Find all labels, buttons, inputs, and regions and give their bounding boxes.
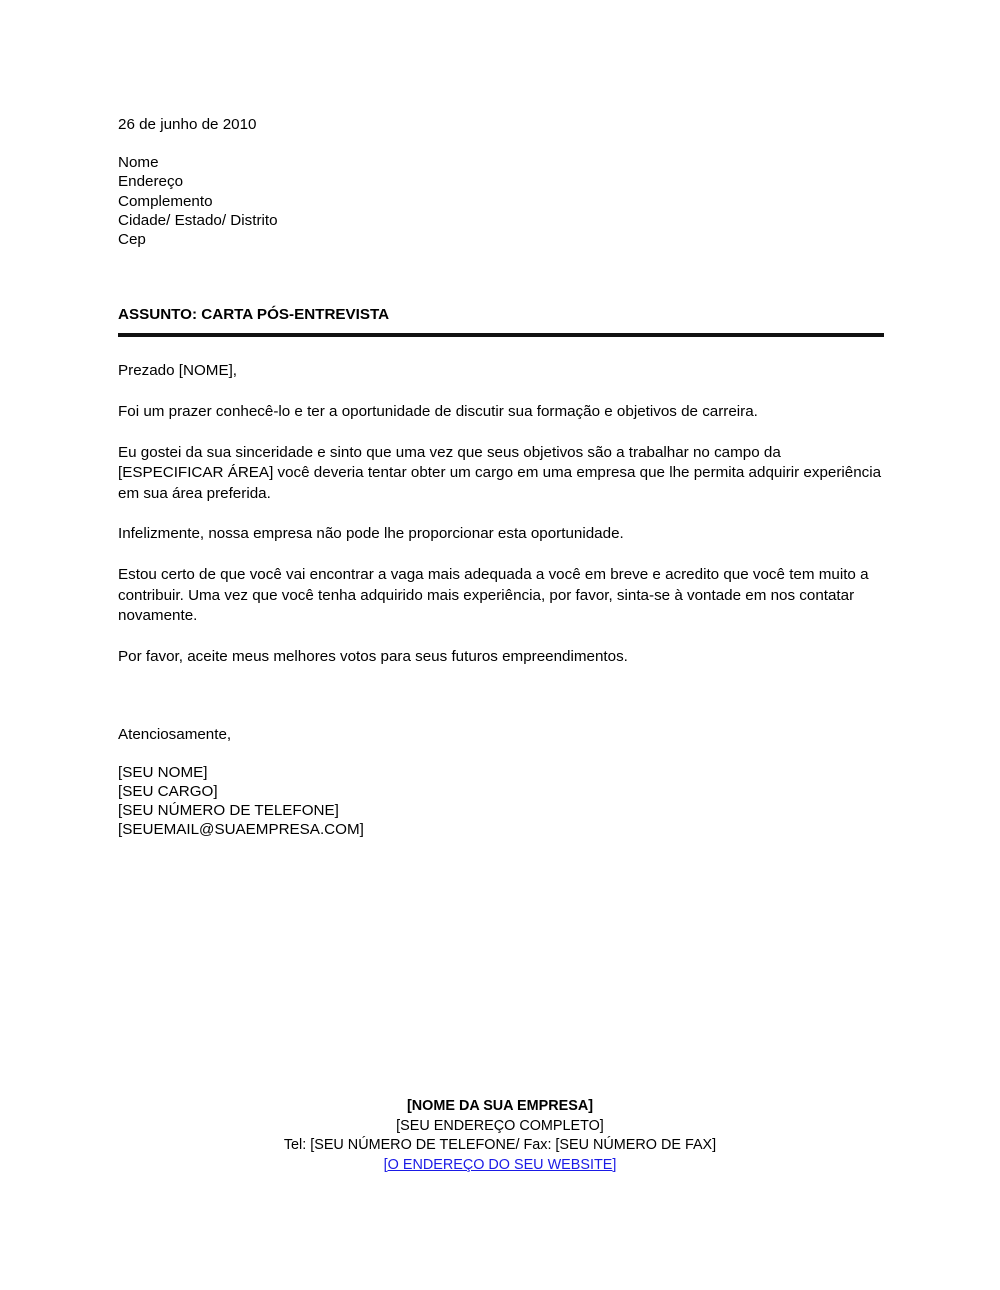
signature-phone: [SEU NÚMERO DE TELEFONE]	[118, 802, 339, 820]
body-paragraph-1: Foi um prazer conhecê-lo e ter a oportunidade de discutir sua formação e objetivos de carreira.	[118, 403, 758, 421]
closing-line: Atenciosamente,	[118, 726, 232, 744]
horizontal-rule	[118, 333, 884, 337]
body-paragraph-4: Estou certo de que você vai encontrar a vaga mais adequada a você em breve e acredito que você tem muito a contribuir. Uma vez que você tenha adquirido mais experiência, por favor, sinta-se à vontade em nos contatar novamente.	[118, 565, 869, 625]
signature-block	[118, 763, 884, 840]
recipient-line-address: Endereço	[118, 173, 184, 191]
recipient-line-city-state: Cidade/ Estado/ Distrito	[118, 211, 278, 229]
page-footer	[0, 1097, 1000, 1175]
signature-name: [SEU NOME]	[118, 763, 208, 781]
subject-line: ASSUNTO: CARTA PÓS-ENTREVISTA	[118, 306, 390, 324]
body-paragraph-3: Infelizmente, nossa empresa não pode lhe proporcionar esta oportunidade.	[118, 525, 624, 543]
recipient-line-name: Nome	[118, 154, 159, 172]
body-paragraph-2: Eu gostei da sua sinceridade e sinto que uma vez que seus objetivos são a trabalhar no campo da [ESPECIFICAR ÁREA] você deveria tentar obter um cargo em uma empresa que lhe permita adquirir experiência em sua área preferida.	[118, 443, 882, 502]
signature-title: [SEU CARGO]	[118, 782, 218, 800]
body-paragraph-5: Por favor, aceite meus melhores votos para seus futuros empreendimentos.	[118, 647, 628, 665]
recipient-line-postal-code: Cep	[118, 231, 146, 249]
signature-email: [SEUEMAIL@SUAEMPRESA.COM]	[118, 821, 364, 839]
footer-address: [SEU ENDEREÇO COMPLETO]	[396, 1117, 604, 1134]
footer-website-link[interactable]: [O ENDEREÇO DO SEU WEBSITE]	[383, 1156, 617, 1173]
date-block	[118, 115, 884, 134]
salutation: Prezado [NOME],	[118, 362, 238, 380]
letter-date: 26 de junho de 2010	[118, 116, 257, 133]
recipient-address-block	[118, 153, 884, 249]
footer-website-line	[0, 1156, 1000, 1176]
footer-contact: Tel: [SEU NÚMERO DE TELEFONE/ Fax: [SEU NÚMERO DE FAX]	[283, 1137, 717, 1154]
letter-body	[118, 361, 884, 667]
recipient-line-complement: Complemento	[118, 192, 213, 210]
letter-content	[118, 115, 884, 840]
footer-company-name: [NOME DA SUA EMPRESA]	[406, 1098, 594, 1114]
